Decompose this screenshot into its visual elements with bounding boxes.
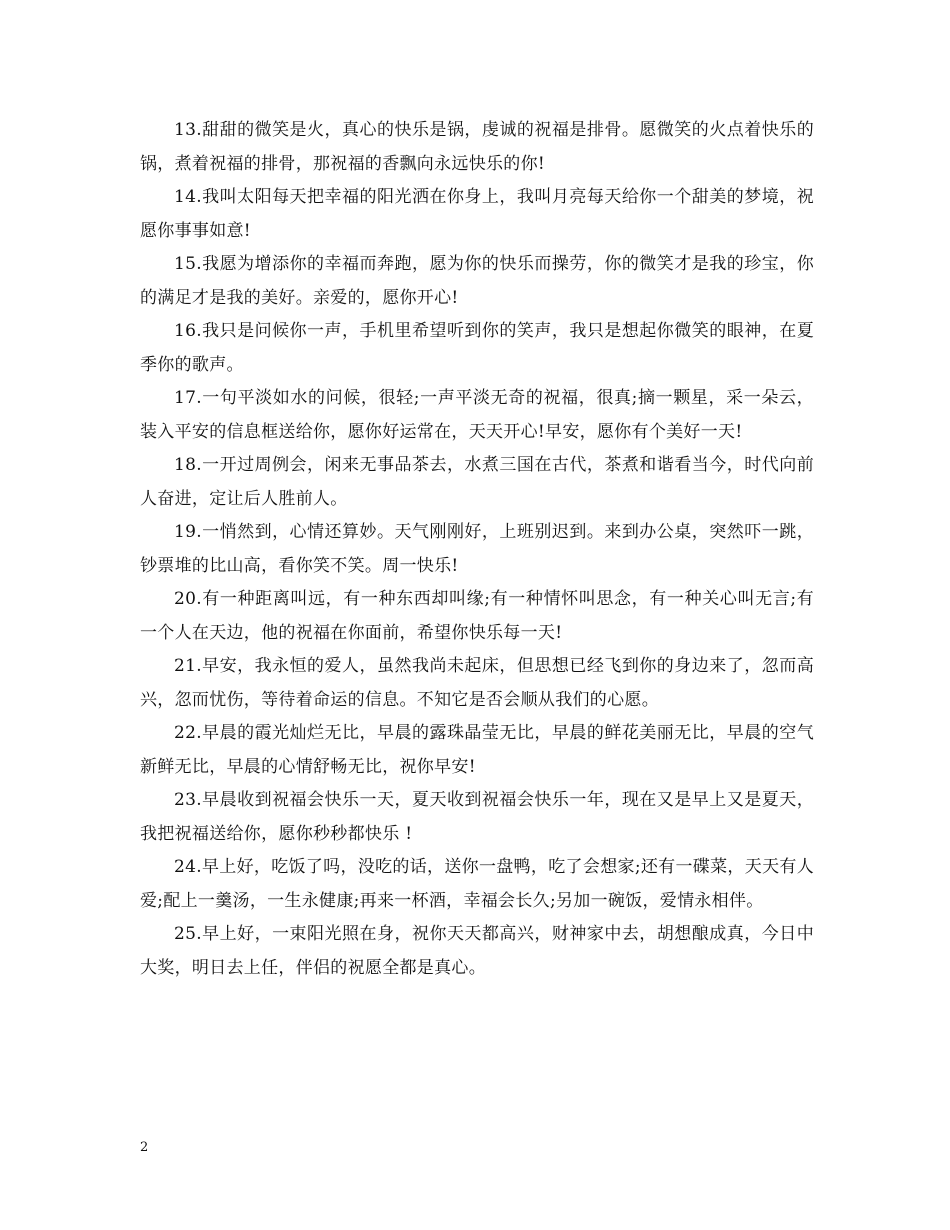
paragraph-17: 17.一句平淡如水的问候，很轻;一声平淡无奇的祝福，很真;摘一颗星，采一朵云，装入平安的信息框送给你，愿你好运常在，天天开心!早安，愿你有个美好一天! (140, 388, 814, 442)
page-number: 2 (140, 1140, 149, 1155)
paragraph-24: 24.早上好，吃饭了吗，没吃的话，送你一盘鸭，吃了会想家;还有一碟菜，天天有人爱;配上一羹汤，一生永健康;再来一杯酒，幸福会长久;另加一碗饭，爱情永相伴。 (140, 857, 814, 911)
paragraph-19: 19.一悄然到，心情还算妙。天气刚刚好，上班别迟到。来到办公桌，突然吓一跳，钞票堆的比山高，看你笑不笑。周一快乐! (140, 522, 814, 576)
document-body (140, 114, 814, 985)
paragraph-23: 23.早晨收到祝福会快乐一天，夏天收到祝福会快乐一年，现在又是早上又是夏天，我把祝福送给你，愿你秒秒都快乐 ! (140, 790, 814, 844)
paragraph-22: 22.早晨的霞光灿烂无比，早晨的露珠晶莹无比，早晨的鲜花美丽无比，早晨的空气新鲜无比，早晨的心情舒畅无比，祝你早安! (140, 723, 814, 777)
paragraph-13: 13.甜甜的微笑是火，真心的快乐是锅，虔诚的祝福是排骨。愿微笑的火点着快乐的锅，煮着祝福的排骨，那祝福的香飘向永远快乐的你! (140, 120, 814, 174)
paragraph-20: 20.有一种距离叫远，有一种东西却叫缘;有一种情怀叫思念，有一种关心叫无言;有一个人在天边，他的祝福在你面前，希望你快乐每一天! (140, 589, 814, 643)
paragraph-18: 18.一开过周例会，闲来无事品茶去，水煮三国在古代，茶煮和谐看当今，时代向前人奋进，定让后人胜前人。 (140, 455, 814, 509)
paragraph-14: 14.我叫太阳每天把幸福的阳光洒在你身上，我叫月亮每天给你一个甜美的梦境，祝愿你事事如意! (140, 187, 814, 241)
paragraph-16: 16.我只是问候你一声，手机里希望听到你的笑声，我只是想起你微笑的眼神，在夏季你的歌声。 (140, 321, 814, 375)
paragraph-21: 21.早安，我永恒的爱人，虽然我尚未起床，但思想已经飞到你的身边来了，忽而高兴，忽而忧伤，等待着命运的信息。不知它是否会顺从我们的心愿。 (140, 656, 814, 710)
paragraph-15: 15.我愿为增添你的幸福而奔跑，愿为你的快乐而操劳，你的微笑才是我的珍宝，你的满足才是我的美好。亲爱的，愿你开心! (140, 254, 814, 308)
paragraph-25: 25.早上好，一束阳光照在身，祝你天天都高兴，财神家中去，胡想酿成真，今日中大奖，明日去上任，伴侣的祝愿全都是真心。 (140, 924, 814, 978)
